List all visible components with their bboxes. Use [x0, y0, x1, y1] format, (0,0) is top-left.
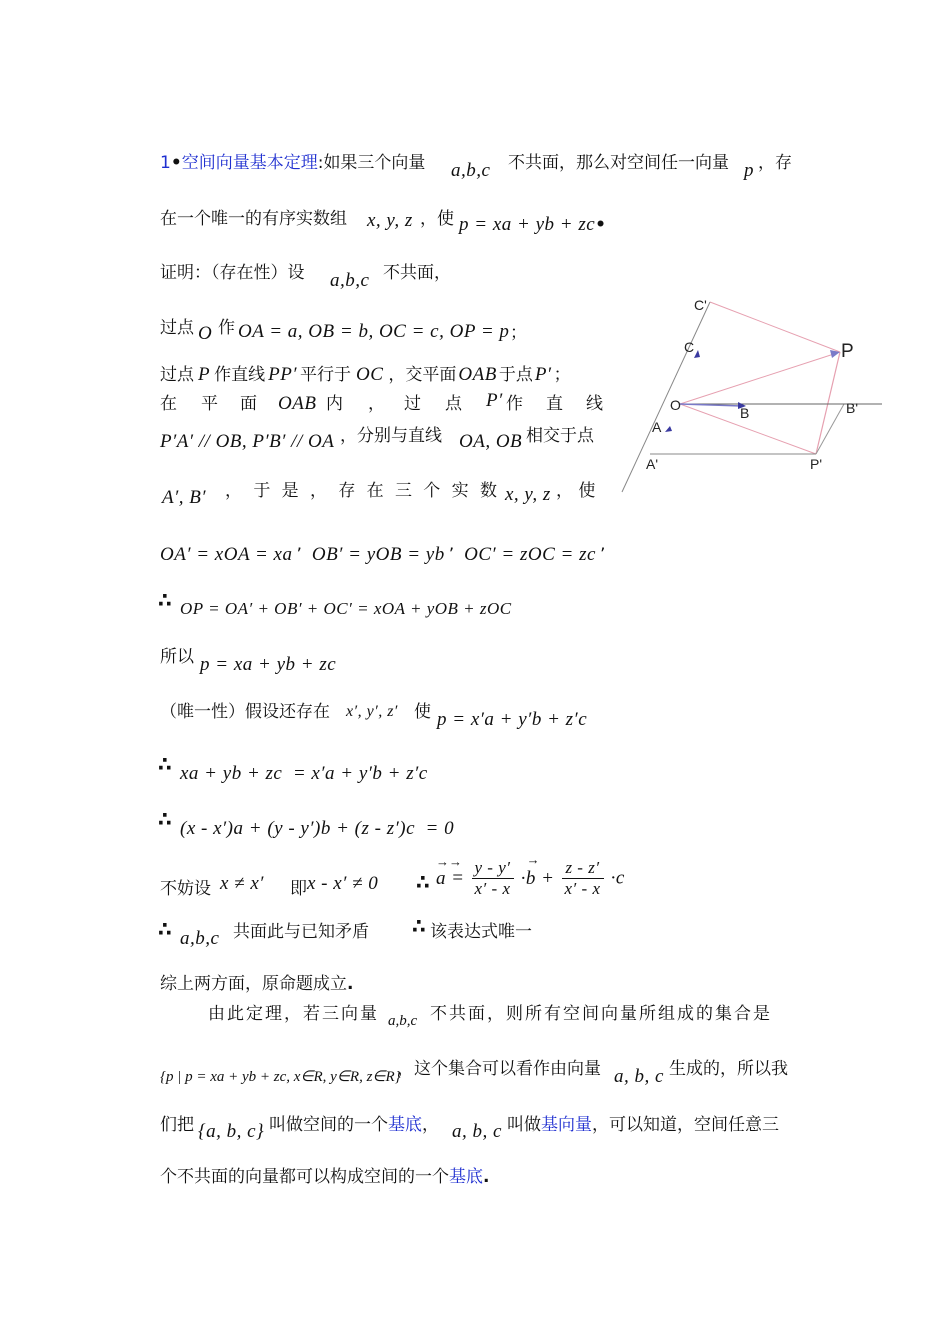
label-C-prime: C': [694, 297, 707, 313]
ray-O-P: [680, 352, 840, 404]
theorem-text-2: 不共面，那么对空间任一向量: [508, 153, 729, 173]
remark-basis-set: {a, b, c}: [198, 1121, 265, 1142]
therefore-6: ∴: [412, 914, 426, 938]
proof-conclusion: 综上两方面，原命题成立.: [160, 974, 354, 994]
proof-wlog: 不妨设: [160, 879, 211, 899]
remark-abc: a, b, c: [614, 1066, 664, 1087]
label-O: O: [670, 397, 681, 413]
arrow-A: [665, 426, 672, 432]
arrow-C: [694, 350, 700, 358]
therefore-5: ∴: [158, 917, 172, 941]
therefore-3: ∴: [158, 807, 172, 831]
line-Pp-Bp: [816, 404, 844, 454]
basis-term: 基底: [388, 1115, 422, 1135]
remark-r5: 们把: [160, 1115, 194, 1135]
proof-xyz-prime: x′, y′, z′: [346, 703, 398, 720]
proof-component-eqs: OA′ = xOA = xa ’ OB′ = yOB = yb ’ OC′ = zOC = zc ’: [160, 544, 606, 565]
theorem-abc: a,b,c: [451, 160, 491, 181]
proof-p-eq: p = xa + yb + zc: [200, 654, 337, 675]
theorem-text-3: ，存: [758, 153, 792, 173]
theorem-equation: p = xa + yb + zc•: [459, 214, 607, 235]
remark-r3: ，这个集合可以看作由向量: [397, 1059, 601, 1079]
remark-line-4: 个不共面的向量都可以构成空间的一个基底.: [160, 1167, 490, 1187]
proof-uniqueness: （唯一性）假设还存在: [160, 702, 330, 722]
therefore-4: ∴: [416, 870, 430, 894]
theorem-title: 空间向量基本定理: [181, 153, 318, 173]
label-P: P: [841, 341, 854, 362]
remark-set: {p | p = xa + yb + zc, x∈R, y∈R, z∈R}: [160, 1069, 401, 1085]
theorem-number: 1: [160, 153, 171, 173]
proof-unique-expr: 该表达式唯一: [430, 922, 532, 942]
remark-line-3: 叫做空间的一个基底，: [269, 1115, 439, 1135]
theorem-line-1: 1•空间向量基本定理:如果三个向量: [160, 153, 426, 173]
proof-line-pp: 过点 P 作直线 PP′ 平行于 OC ，交平面 OAB 于点 P′ ；: [160, 364, 571, 385]
proof-split-text: ，分别与直线: [340, 426, 442, 446]
proof-ApBp: A′, B′: [162, 487, 207, 508]
remark-line-3b: 叫做基向量，可以知道，空间任意三: [507, 1115, 779, 1135]
proof-Pp-2: P′: [486, 390, 503, 411]
make-line-word-2: 直: [546, 394, 563, 414]
in-plane-word-2: 平: [201, 394, 218, 414]
base-vector-term: 基向量: [541, 1115, 592, 1135]
theorem-line-2: 在一个唯一的有序实数组: [160, 209, 347, 229]
theorem-use: ，使: [420, 209, 454, 229]
line-P-Pp: [816, 352, 840, 454]
proof-intersect: 相交于点: [526, 426, 594, 446]
label-C: C: [684, 339, 695, 355]
inside-comma: ，: [368, 394, 385, 414]
label-A-prime: A': [646, 456, 659, 472]
proof-coplanar: 共面此与已知矛盾: [233, 922, 369, 942]
label-A: A: [652, 419, 662, 435]
proof-hence-line: ， 于 是 ， 存 在 三 个 实 数: [225, 481, 497, 501]
proof-OAOB: OA, OB: [459, 431, 523, 452]
therefore-2: ∴: [158, 752, 172, 776]
through-word-1: 过: [404, 394, 421, 414]
remark-r2: 不共面，则所有空间向量所组成的集合是: [430, 1004, 772, 1024]
in-plane-word-1: 在: [160, 394, 177, 414]
theorem-xyz: x, y, z: [367, 210, 413, 231]
make-line-word-3: 线: [586, 394, 603, 414]
label-B-prime: B': [846, 400, 859, 416]
line-OC-extended: [622, 302, 710, 492]
make-line-word-1: 作: [506, 394, 523, 414]
in-plane-word-3: 面: [240, 394, 257, 414]
label-B: B: [740, 405, 750, 421]
proof-def-eq: OA = a, OB = b, OC = c, OP = p: [238, 321, 510, 342]
proof-op-eq: OP = OA′ + OB′ + OC′ = xOA + yOB + zOC: [180, 599, 512, 618]
proof-ineq-2: x - x′ ≠ 0: [307, 873, 379, 894]
theorem-p: p: [744, 160, 754, 181]
proof-O: O: [198, 323, 213, 344]
proof-semicolon: ；: [510, 323, 527, 343]
remark-r1: 由此定理，若三向量: [208, 1004, 379, 1024]
proof-abc: a,b,c: [330, 270, 370, 291]
through-word-2: 点: [445, 394, 462, 414]
proof-start: 证明：（存在性）设: [160, 263, 305, 283]
remark-abc-2: a, b, c: [452, 1121, 502, 1142]
therefore-1: ∴: [158, 588, 172, 612]
proof-eq-both: xa + yb + zc = x′a + y′b + z′c: [180, 763, 428, 784]
proof-OAB-2: OAB: [278, 393, 317, 414]
basis-term-2: 基底: [449, 1167, 483, 1187]
label-P-prime: P': [810, 456, 823, 472]
proof-through-point: 过点: [160, 318, 194, 338]
proof-namely: 即: [290, 879, 307, 899]
remark-abc-small: a,b,c: [388, 1013, 418, 1029]
proof-eq-zero: (x - x′)a + (y - y′)b + (z - z′)c = 0: [180, 818, 455, 839]
geometry-figure: [618, 292, 888, 502]
proof-so: 所以: [160, 647, 194, 667]
inside-word: 内: [326, 394, 343, 414]
proof-make: 作: [218, 318, 235, 338]
proof-parallel-eq: P′A′ // OB, P′B′ // OA: [160, 431, 335, 452]
remark-r4: 生成的，所以我: [669, 1059, 788, 1079]
proof-abc-2: a,b,c: [180, 928, 220, 949]
proof-uniq-use: 使: [414, 702, 431, 722]
ray-Cp-P: [710, 302, 840, 352]
proof-ineq: x ≠ x′: [220, 873, 264, 894]
proof-use: ， 使: [556, 481, 596, 501]
proof-a-expression: →→ a = $\frac{y - y'}{x' - x}$ → ·b + $\frac{z - z'}{x' - x}$ ·c: [436, 851, 625, 898]
proof-p-eq-2: p = x′a + y′b + z′c: [437, 709, 588, 730]
proof-noncoplanar: 不共面，: [383, 263, 451, 283]
proof-xyz: x, y, z: [505, 484, 551, 505]
